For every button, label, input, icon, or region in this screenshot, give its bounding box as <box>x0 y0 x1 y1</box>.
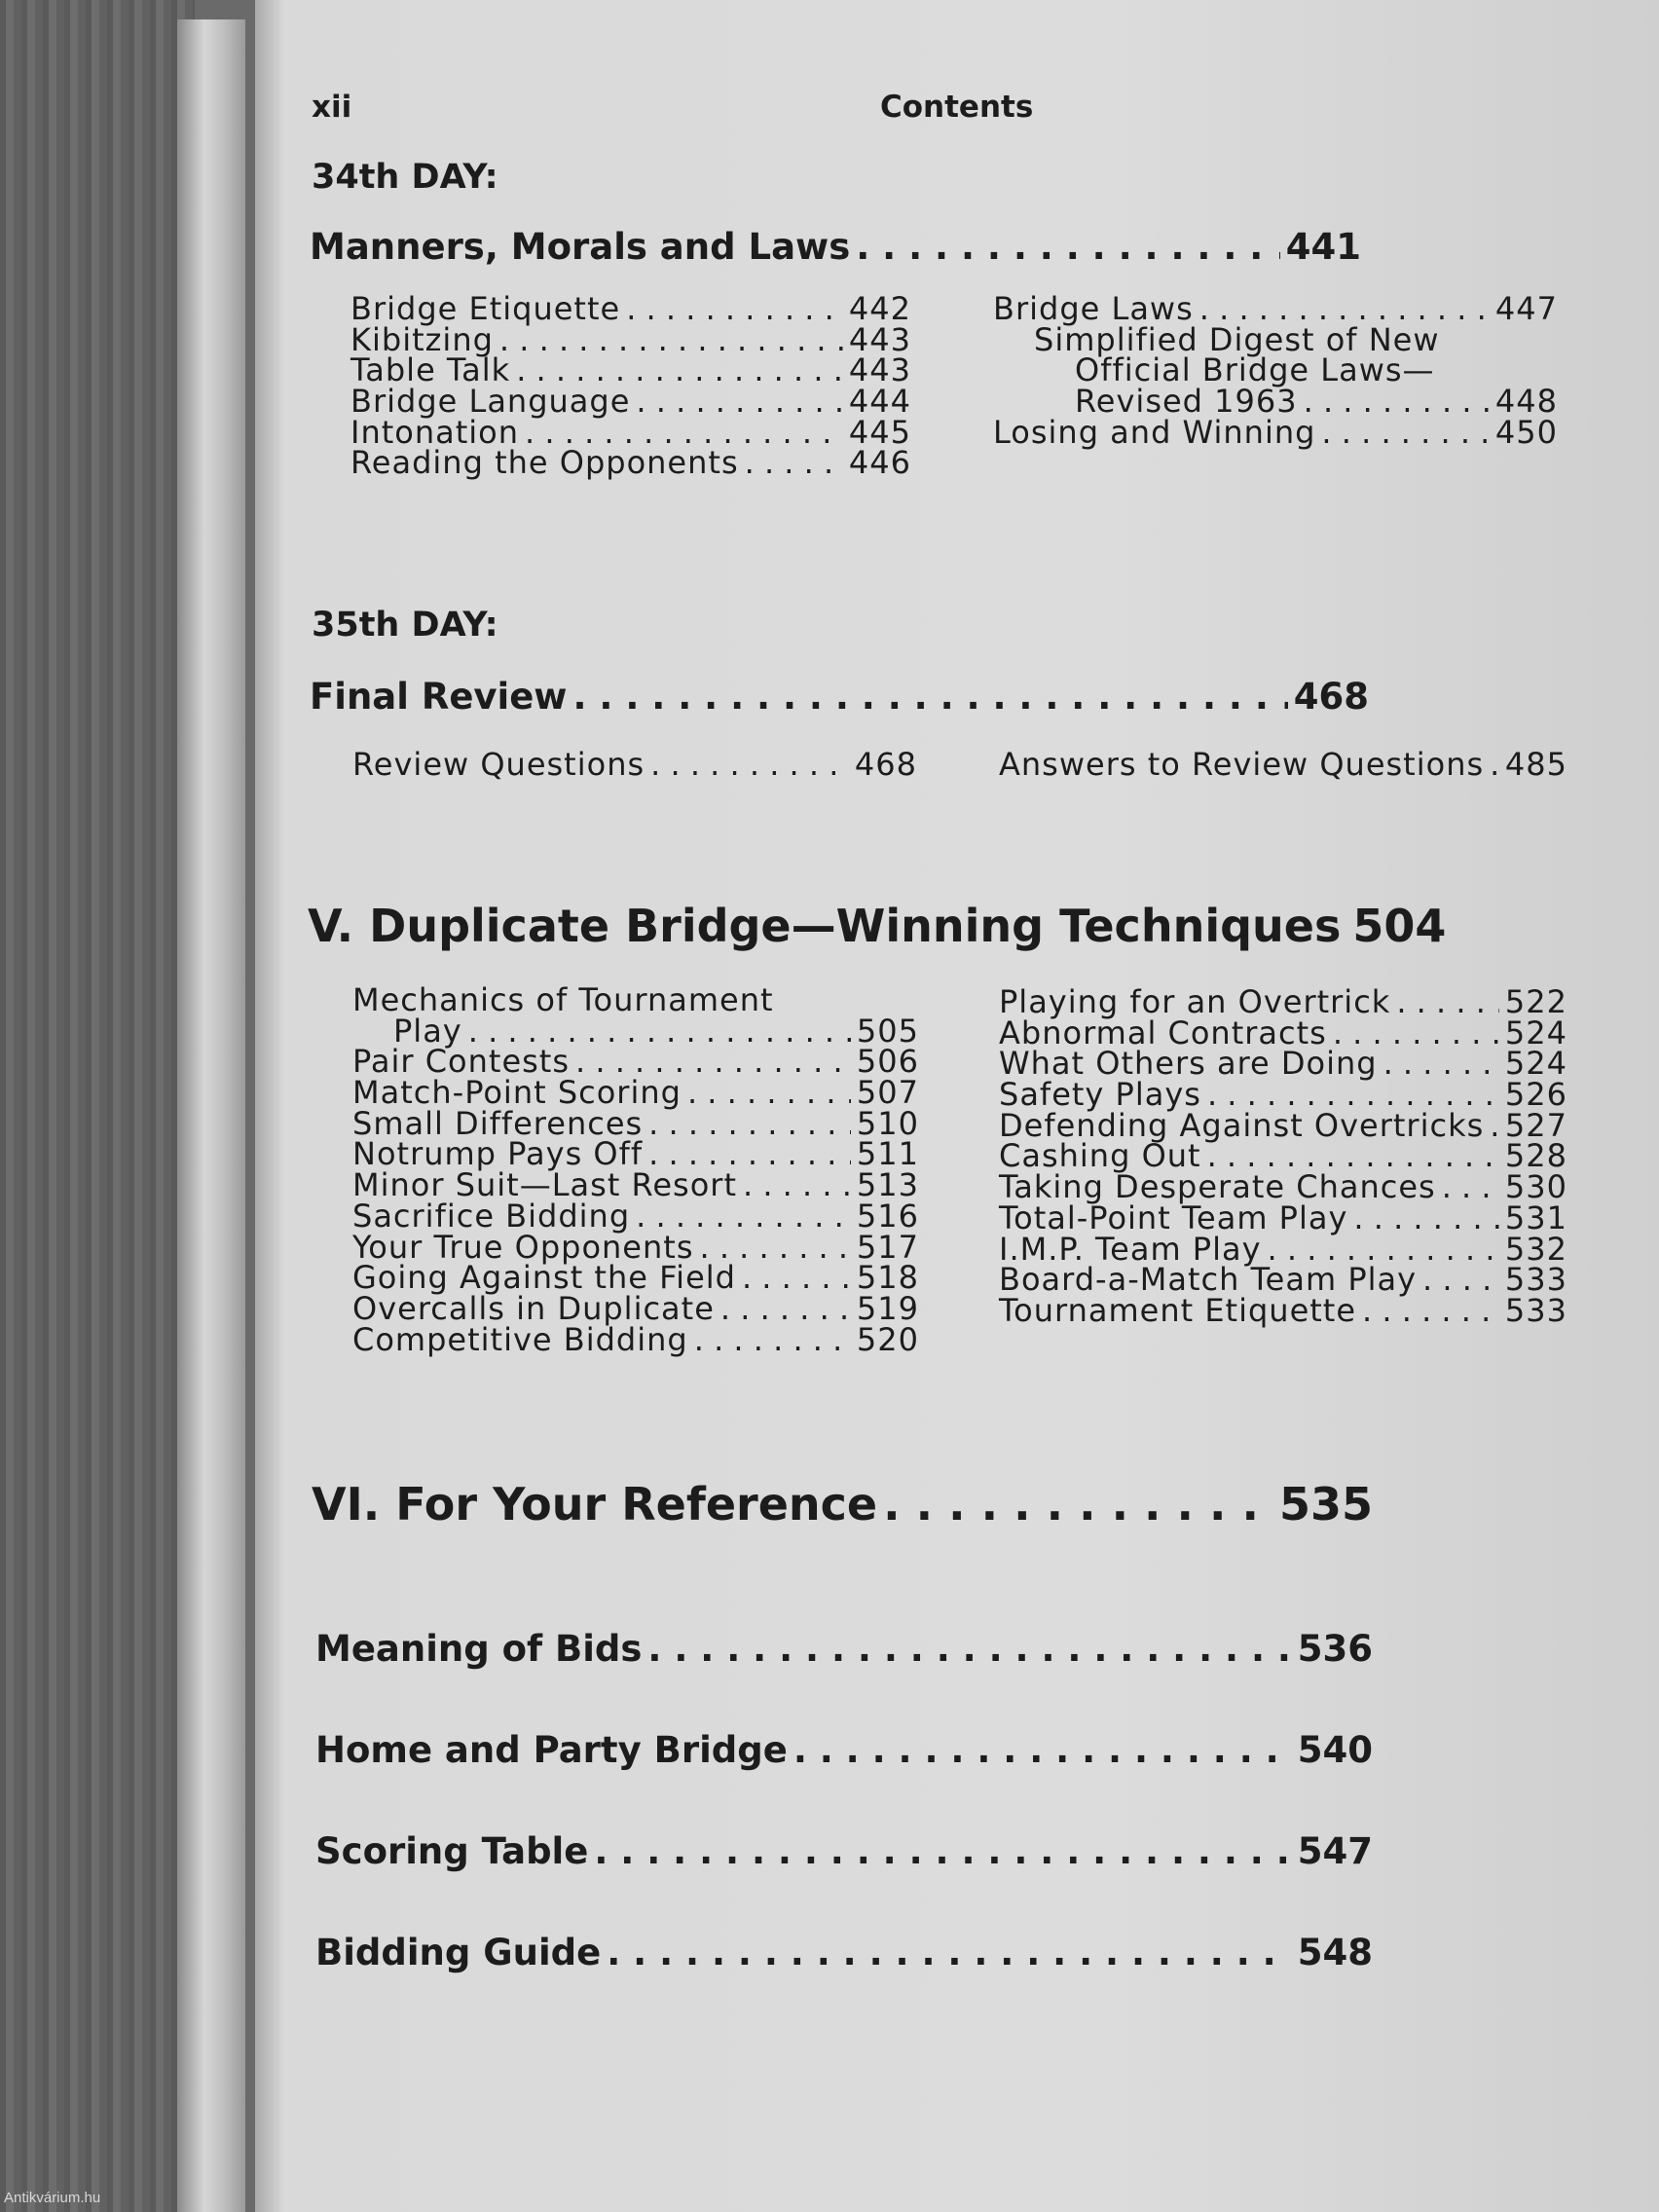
entry-label: Bridge Language <box>350 383 631 421</box>
entry-page: 531 <box>1504 1198 1567 1236</box>
leader-dots <box>687 1078 851 1109</box>
reference-item[interactable] <box>315 1628 1373 1670</box>
entry-page: 510 <box>856 1104 919 1142</box>
entry-page: 526 <box>1504 1076 1567 1114</box>
toc-entry[interactable] <box>350 383 911 421</box>
entry-label: Defending Against Overtricks <box>999 1106 1485 1144</box>
part-label: VI. For Your Reference <box>312 1478 878 1530</box>
chapter-label: Manners, Morals and Laws <box>310 226 851 268</box>
entry-page: 448 <box>1494 383 1558 421</box>
part-5-title[interactable] <box>308 900 1447 952</box>
entry-label: Tournament Etiquette <box>999 1291 1357 1329</box>
entry-page: 516 <box>856 1197 919 1235</box>
leader-dots <box>1396 987 1499 1018</box>
entry-label: Bridge Laws <box>993 290 1194 327</box>
reference-label: Scoring Table <box>315 1830 589 1872</box>
entry-label: Table Talk <box>350 351 511 389</box>
entry-label: Cashing Out <box>999 1137 1201 1175</box>
part-page: 535 <box>1278 1478 1373 1530</box>
entry-label: Losing and Winning <box>993 413 1316 451</box>
entry-page: 528 <box>1504 1137 1567 1175</box>
leader-dots <box>1442 1172 1499 1203</box>
page-number: xii <box>312 90 352 125</box>
entry-label: Small Differences <box>352 1104 644 1142</box>
entry-continuation: Simplified Digest of New <box>1034 320 1440 358</box>
toc-entry[interactable] <box>999 1198 1567 1236</box>
part-5-right-column <box>999 983 1567 1329</box>
entry-page: 527 <box>1504 1106 1567 1144</box>
part-label: V. Duplicate Bridge—Winning Techniques <box>308 900 1342 952</box>
toc-entry[interactable] <box>999 1291 1567 1329</box>
reference-item[interactable] <box>315 1729 1373 1771</box>
leader-dots <box>1490 1111 1499 1142</box>
reference-label: Home and Party Bridge <box>315 1729 788 1771</box>
chapter-manners-morals-laws[interactable] <box>310 226 1361 268</box>
part-6-title[interactable] <box>312 1478 1373 1530</box>
leader-dots <box>1362 1296 1499 1327</box>
entry-label: Play <box>393 1012 462 1050</box>
entry-label: Playing for an Overtrick <box>999 983 1391 1020</box>
leader-dots <box>856 226 1280 268</box>
reference-item[interactable] <box>315 1932 1373 1973</box>
leader-dots <box>647 1628 1291 1670</box>
chapter-label: Final Review <box>310 676 568 718</box>
entry-page: 507 <box>856 1074 919 1112</box>
leader-dots <box>499 325 843 356</box>
entry-label: Notrump Pays Off <box>352 1135 644 1173</box>
entry-label: Going Against the Field <box>352 1259 736 1297</box>
entry-page: 505 <box>856 1012 919 1050</box>
entry-label: Review Questions <box>352 746 645 783</box>
leader-dots <box>745 448 843 479</box>
toc-entry[interactable] <box>993 383 1558 421</box>
leader-dots <box>694 1325 851 1356</box>
entry-page: 530 <box>1504 1168 1567 1206</box>
leader-dots <box>1207 1080 1499 1111</box>
entry-label: Kibitzing <box>350 320 494 358</box>
leader-dots <box>883 1478 1273 1530</box>
entry-page: 524 <box>1504 1014 1567 1051</box>
entry-label: Sacrifice Bidding <box>352 1197 631 1235</box>
entry-page: 445 <box>848 413 911 451</box>
entry-label: Revised 1963 <box>1075 383 1298 421</box>
toc-entry[interactable] <box>993 290 1558 327</box>
entry-label: I.M.P. Team Play <box>999 1230 1262 1268</box>
leader-dots <box>648 1109 851 1140</box>
toc-entry[interactable] <box>352 1320 919 1358</box>
toc-entry[interactable] <box>350 290 911 327</box>
leader-dots <box>573 676 1288 718</box>
leader-dots <box>1383 1049 1499 1080</box>
entry-label: Abnormal Contracts <box>999 1014 1327 1051</box>
entry-page: 532 <box>1504 1230 1567 1268</box>
entry-page: 513 <box>856 1166 919 1204</box>
entry-page: 533 <box>1504 1291 1567 1329</box>
leader-dots <box>607 1932 1292 1973</box>
toc-entry[interactable] <box>999 1076 1567 1114</box>
background-fabric <box>0 0 195 2212</box>
leader-dots <box>626 294 843 325</box>
day-34-left-column <box>350 290 911 482</box>
leader-dots <box>650 746 849 783</box>
leader-dots <box>1321 418 1490 449</box>
entry-page: 442 <box>848 290 911 327</box>
leader-dots <box>1422 1265 1499 1296</box>
leader-dots <box>720 1294 851 1325</box>
watermark: Antikvárium.hu <box>4 2190 101 2206</box>
contents-page <box>255 0 1659 2212</box>
entry-page: 443 <box>848 320 911 358</box>
reference-item[interactable] <box>315 1830 1373 1872</box>
entry-label: Taking Desperate Chances <box>999 1168 1436 1206</box>
entry-label: Pair Contests <box>352 1043 571 1081</box>
reference-page: 540 <box>1297 1729 1373 1771</box>
reference-page: 547 <box>1297 1830 1373 1872</box>
leader-dots <box>636 1201 851 1233</box>
toc-entry[interactable] <box>352 1289 919 1327</box>
entry-label: Answers to Review Questions <box>999 746 1485 783</box>
entry-label: Overcalls in Duplicate <box>352 1289 715 1327</box>
toc-entry[interactable] <box>352 746 917 783</box>
entry-label: Total-Point Team Play <box>999 1198 1348 1236</box>
reference-page: 548 <box>1297 1932 1373 1973</box>
reference-label: Bidding Guide <box>315 1932 602 1973</box>
toc-entry[interactable] <box>999 983 1567 1020</box>
chapter-page: 441 <box>1285 226 1361 268</box>
entry-page: 518 <box>856 1259 919 1297</box>
entry-label: Match-Point Scoring <box>352 1074 682 1112</box>
leader-dots <box>1304 387 1490 418</box>
day-34-right-column <box>993 290 1558 451</box>
leader-dots <box>636 387 843 418</box>
leader-dots <box>594 1830 1291 1872</box>
leader-dots <box>1199 294 1490 325</box>
entry-page: 511 <box>856 1135 919 1173</box>
leader-dots <box>1353 1203 1499 1235</box>
page-title: Contents <box>880 90 1034 125</box>
entry-page: 506 <box>856 1043 919 1081</box>
entry-page: 485 <box>1504 746 1567 783</box>
leader-dots <box>1490 746 1499 783</box>
book-spine <box>177 19 245 2212</box>
entry-label: Safety Plays <box>999 1076 1201 1114</box>
entry-label: Your True Opponents <box>352 1228 694 1266</box>
entry-page: 468 <box>854 746 917 783</box>
leader-dots <box>742 1263 851 1294</box>
entry-page: 444 <box>848 383 911 421</box>
chapter-page: 468 <box>1293 676 1369 718</box>
entry-page: 524 <box>1504 1045 1567 1083</box>
entry-label: Reading the Opponents <box>350 444 739 482</box>
chapter-final-review[interactable] <box>310 676 1369 718</box>
entry-page: 533 <box>1504 1261 1567 1299</box>
reference-page: 536 <box>1297 1628 1373 1670</box>
toc-entry[interactable] <box>993 413 1558 451</box>
toc-entry[interactable] <box>999 746 1567 783</box>
entry-page: 446 <box>848 444 911 482</box>
entry-page: 447 <box>1494 290 1558 327</box>
entry-continuation: Official Bridge Laws— <box>1075 351 1435 389</box>
entry-label: Bridge Etiquette <box>350 290 621 327</box>
toc-entry[interactable] <box>352 1074 919 1112</box>
toc-entry[interactable] <box>352 1197 919 1235</box>
toc-entry[interactable] <box>350 444 911 482</box>
entry-label: Minor Suit—Last Resort <box>352 1166 737 1204</box>
part-page: 504 <box>1352 900 1447 952</box>
entry-page: 443 <box>848 351 911 389</box>
day-34-heading: 34th DAY: <box>312 158 498 197</box>
entry-page: 520 <box>856 1320 919 1358</box>
leader-dots <box>793 1729 1292 1771</box>
entry-page: 519 <box>856 1289 919 1327</box>
entry-label: What Others are Doing <box>999 1045 1378 1083</box>
leader-dots <box>743 1170 851 1201</box>
entry-label-line1: Mechanics of Tournament <box>352 981 774 1018</box>
entry-page: 450 <box>1494 413 1558 451</box>
entry-label: Competitive Bidding <box>352 1320 688 1358</box>
day-35-heading: 35th DAY: <box>312 606 498 645</box>
part-5-left-column <box>352 981 919 1358</box>
entry-label: Board-a-Match Team Play <box>999 1261 1418 1299</box>
entry-label: Intonation <box>350 413 520 451</box>
entry-page: 517 <box>856 1228 919 1266</box>
entry-page: 522 <box>1504 983 1567 1020</box>
reference-label: Meaning of Bids <box>315 1628 643 1670</box>
